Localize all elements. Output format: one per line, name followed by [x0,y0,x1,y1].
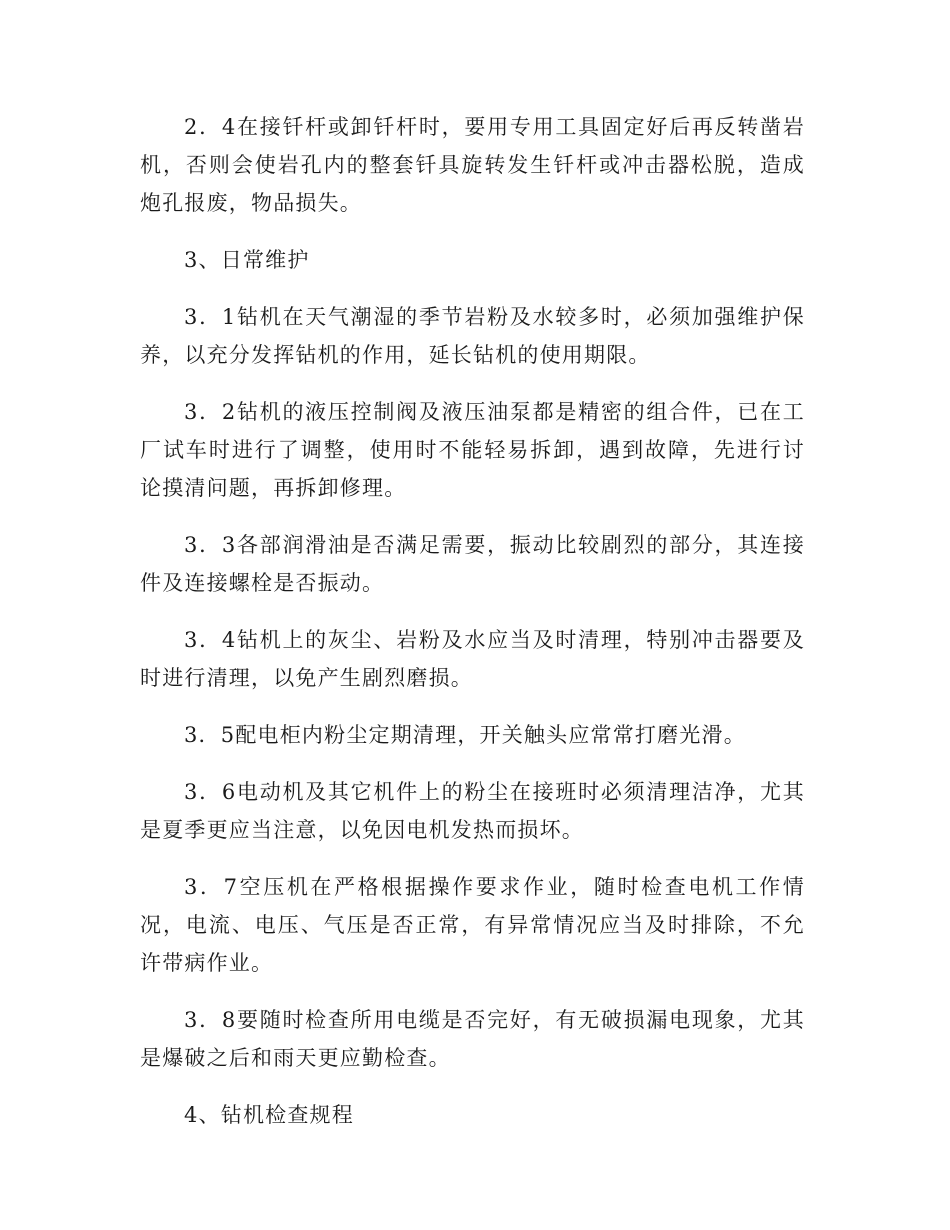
paragraph-3-7: 3．7空压机在严格根据操作要求作业，随时检查电机工作情况，电流、电压、气压是否正常，有异常情况应当及时排除，不允许带病作业。 [140,875,805,975]
document-body [140,108,805,1153]
section-heading-daily-maintenance: 3、日常维护 [184,248,310,272]
paragraph-3-4: 3．4钻机上的灰尘、岩粉及水应当及时清理，特别冲击器要及时进行清理，以免产生剧烈磨损。 [140,628,805,690]
paragraph-3-2: 3．2钻机的液压控制阀及液压油泵都是精密的组合件，已在工厂试车时进行了调整，使用时不能轻易拆卸，遇到故障，先进行讨论摸清问题，再拆卸修理。 [140,400,805,500]
paragraph-2-4: 2．4在接钎杆或卸钎杆时，要用专用工具固定好后再反转凿岩机，否则会使岩孔内的整套钎具旋转发生钎杆或冲击器松脱，造成炮孔报废，物品损失。 [140,115,805,215]
paragraph-3-5: 3．5配电柜内粉尘定期清理，开关触头应常常打磨光滑。 [184,723,746,747]
paragraph-3-1: 3．1钻机在天气潮湿的季节岩粉及水较多时，必须加强维护保养，以充分发挥钻机的作用，延长钻机的使用期限。 [140,305,805,367]
paragraph-3-8: 3．8要随时检查所用电缆是否完好，有无破损漏电现象，尤其是爆破之后和雨天更应勤检查。 [140,1008,805,1070]
section-heading-drill-inspection: 4、钻机检查规程 [184,1103,354,1127]
paragraph-3-6: 3．6电动机及其它机件上的粉尘在接班时必须清理洁净，尤其是夏季更应当注意，以免因电机发热而损坏。 [140,780,805,842]
paragraph-3-3: 3．3各部润滑油是否满足需要，振动比较剧烈的部分，其连接件及连接螺栓是否振动。 [140,533,805,595]
